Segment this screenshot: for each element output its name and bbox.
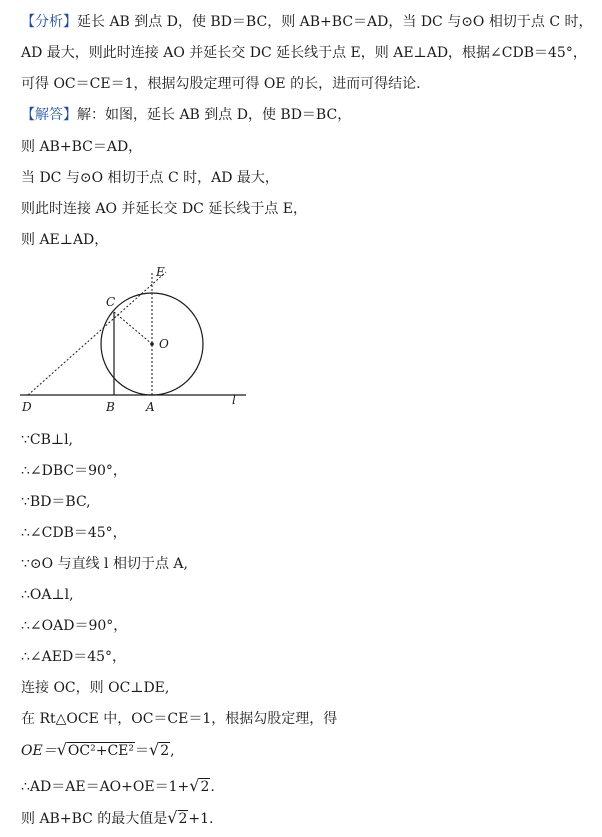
analysis-line-2: AD 最大，则此时连接 AO 并延长交 DC 延长线于点 E，则 AE⊥AD，根据∠CDB＝45°， [21,45,587,61]
label-e: E [156,265,165,279]
radical-sign-2: √ [148,740,160,759]
analysis-line-1 [21,12,592,32]
oe-equals: ＝ [134,743,149,759]
analysis-text-1: 延长 AB 到点 D，使 BD＝BC，则 AB+BC＝AD，当 DC 与⊙O 相切于点 C 时， [77,14,593,30]
proof-step-6: ∴OA⊥l, [21,587,74,603]
solution-line-1 [21,105,351,125]
label-a: A [146,400,155,414]
center-point [150,342,154,346]
proof-step-11 [21,740,175,761]
max-radicand: 2 [178,811,188,827]
proof-step-3: ∵BD＝BC, [21,494,91,510]
proof-step-10: 在 Rt△OCE 中，OC＝CE＝1，根据勾股定理，得 [21,711,338,727]
proof-step-4: ∴∠CDB＝45°， [21,525,127,541]
label-b: B [106,400,115,414]
proof-step-1: ∵CB⊥l, [21,432,74,448]
label-o: O [159,337,169,351]
analysis-line-3: 可得 OC＝CE＝1，根据勾股定理可得 OE 的长，进而可得结论. [21,76,421,92]
proof-step-8: ∴∠AED＝45°， [21,649,127,665]
label-l: l [232,393,236,407]
label-d: D [22,400,32,414]
analysis-label: 【分析】 [21,14,77,30]
max-text: 则 AB+BC 的最大值是 [21,811,168,827]
oe-lhs: OE＝ [21,743,57,759]
radical-sign-3: √ [189,776,200,795]
oe-radicand: OC²+CE² [67,743,134,759]
oe-end: , [170,743,175,759]
proof-step-5: ∵⊙O 与直线 l 相切于点 A, [21,556,188,572]
proof-step-12 [21,776,215,797]
oe-rhs: 2 [160,743,170,759]
line-de [28,272,166,395]
radical-sign-1: √ [56,740,67,759]
max-end: +1. [188,811,214,827]
ad-text: ∴AD＝AE＝AO+OE＝1+ [21,779,190,795]
solution-line-3: 当 DC 与⊙O 相切于点 C 时，AD 最大， [21,170,279,186]
solution-line-5: 则 AE⊥AD， [21,232,109,248]
solution-label: 【解答】 [21,107,77,123]
geometry-figure [14,262,250,414]
ad-end: . [210,779,215,795]
line-co [114,312,152,344]
proof-step-13 [21,808,214,829]
proof-step-9: 连接 OC，则 OC⊥DE, [21,680,170,696]
ad-radicand: 2 [200,779,210,795]
proof-step-7: ∴∠OAD＝90°， [21,618,128,634]
label-c: C [106,295,116,309]
solution-line-2: 则 AB+BC＝AD， [21,139,143,155]
solution-text-1: 解：如图，延长 AB 到点 D，使 BD＝BC， [77,107,352,123]
proof-step-2: ∴∠DBC＝90°， [21,463,127,479]
solution-line-4: 则此时连接 AO 并延长交 DC 延长线于点 E， [21,201,307,217]
radical-sign-4: √ [167,808,178,827]
